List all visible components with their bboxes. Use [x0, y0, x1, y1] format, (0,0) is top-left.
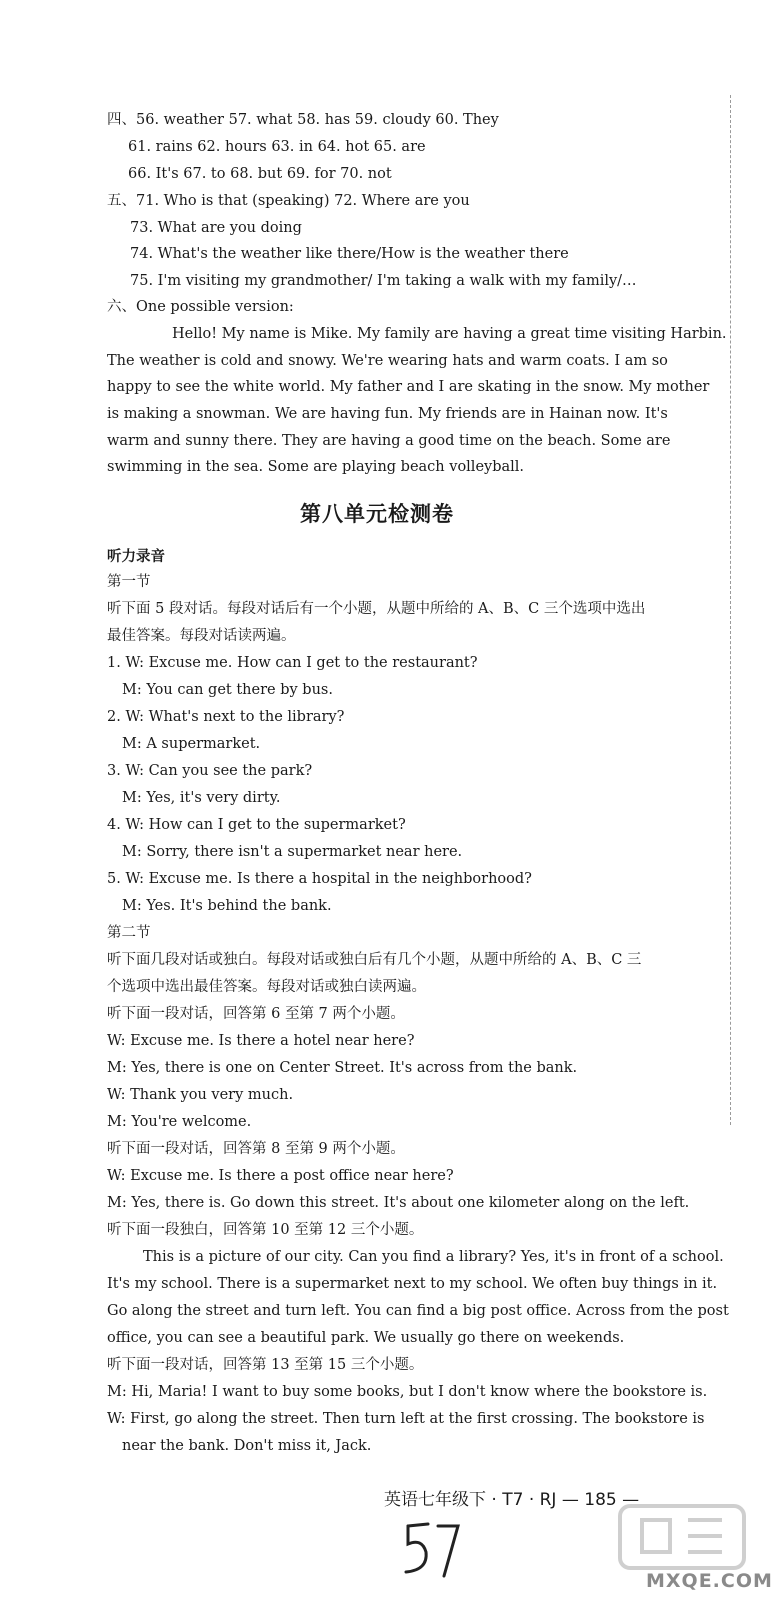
dialog1-woman: 1. W: Excuse me. How can I get to the restaurant? — [107, 655, 478, 671]
conversation3-line1: M: Hi, Maria! I want to buy some books, but I don't know where the bookstore is. — [107, 1384, 708, 1400]
section5-line2: 73. What are you doing — [130, 220, 302, 236]
column-divider — [730, 95, 731, 1125]
section4-line2: 61. rains 62. hours 63. in 64. hot 65. are — [128, 139, 426, 155]
page-footer: 英语七年级下 · T7 · RJ — 185 — — [384, 1490, 640, 1510]
dialog3-woman: 3. W: Can you see the park? — [107, 763, 313, 779]
part2-instruction-line1: 听下面几段对话或独白。每段对话或独白后有几个小题，从题中所给的 A、B、C 三 — [107, 952, 642, 968]
question-8-9-intro: 听下面一段对话，回答第 8 至第 9 两个小题。 — [107, 1141, 405, 1157]
dialog3-man: M: Yes, it's very dirty. — [122, 790, 281, 806]
dialog5-woman: 5. W: Excuse me. Is there a hospital in the neighborhood? — [107, 871, 532, 887]
dialog1-man: M: You can get there by bus. — [122, 682, 333, 698]
monologue-line4: office, you can see a beautiful park. We usually go there on weekends. — [107, 1330, 625, 1346]
conversation3-line3: near the bank. Don't miss it, Jack. — [122, 1438, 372, 1454]
conversation2-line2: M: Yes, there is. Go down this street. It's about one kilometer along on the left. — [107, 1195, 690, 1211]
part1-instruction-line1: 听下面 5 段对话。每段对话后有一个小题，从题中所给的 A、B、C 三个选项中选出 — [107, 601, 646, 617]
dialog2-man: M: A supermarket. — [122, 736, 261, 752]
part2-heading: 第二节 — [107, 925, 151, 941]
section5-line1: 五、71. Who is that (speaking) 72. Where are you — [107, 193, 470, 209]
section4-line3: 66. It's 67. to 68. but 69. for 70. not — [128, 166, 392, 182]
section4-line1: 四、56. weather 57. what 58. has 59. cloudy 60. They — [107, 112, 499, 128]
conversation3-line2: W: First, go along the street. Then turn left at the first crossing. The bookstore is — [107, 1411, 705, 1427]
section6-para-line1: Hello! My name is Mike. My family are having a great time visiting Harbin. — [172, 326, 727, 342]
question-10-12-intro: 听下面一段独白，回答第 10 至第 12 三个小题。 — [107, 1222, 424, 1238]
conversation1-line1: W: Excuse me. Is there a hotel near here? — [107, 1033, 415, 1049]
conversation1-line3: W: Thank you very much. — [107, 1087, 294, 1103]
handwritten-number-mark — [400, 1518, 470, 1578]
monologue-line2: It's my school. There is a supermarket next to my school. We often buy things in it. — [107, 1276, 718, 1292]
conversation1-line4: M: You're welcome. — [107, 1114, 252, 1130]
watermark-text: MXQE.COM — [646, 1570, 773, 1592]
conversation1-line2: M: Yes, there is one on Center Street. It's across from the bank. — [107, 1060, 578, 1076]
monologue-line1: This is a picture of our city. Can you find a library? Yes, it's in front of a school. — [143, 1249, 724, 1265]
dialog4-man: M: Sorry, there isn't a supermarket near here. — [122, 844, 463, 860]
question-13-15-intro: 听下面一段对话，回答第 13 至第 15 三个小题。 — [107, 1357, 424, 1373]
section5-line3: 74. What's the weather like there/How is the weather there — [130, 246, 569, 262]
dialog2-woman: 2. W: What's next to the library? — [107, 709, 345, 725]
dialog5-man: M: Yes. It's behind the bank. — [122, 898, 332, 914]
section6-para-line4: is making a snowman. We are having fun. My friends are in Hainan now. It's — [107, 406, 668, 422]
part1-instruction-line2: 最佳答案。每段对话读两遍。 — [107, 628, 296, 644]
section6-para-line5: warm and sunny there. They are having a good time on the beach. Some are — [107, 433, 671, 449]
question-6-7-intro: 听下面一段对话，回答第 6 至第 7 两个小题。 — [107, 1006, 405, 1022]
conversation2-line1: W: Excuse me. Is there a post office near here? — [107, 1168, 454, 1184]
unit-title: 第八单元检测卷 — [300, 502, 454, 526]
dialog4-woman: 4. W: How can I get to the supermarket? — [107, 817, 406, 833]
listening-heading: 听力录音 — [107, 549, 165, 565]
part1-heading: 第一节 — [107, 574, 151, 590]
section6-para-line3: happy to see the white world. My father and I are skating in the snow. My mother — [107, 379, 710, 395]
section6-para-line2: The weather is cold and snowy. We're wearing hats and warm coats. I am so — [107, 353, 668, 369]
part2-instruction-line2: 个选项中选出最佳答案。每段对话或独白读两遍。 — [107, 979, 426, 995]
section5-line4: 75. I'm visiting my grandmother/ I'm taking a walk with my family/… — [130, 273, 637, 289]
section6-para-line6: swimming in the sea. Some are playing beach volleyball. — [107, 459, 525, 475]
monologue-line3: Go along the street and turn left. You can find a big post office. Across from the post — [107, 1303, 729, 1319]
section6-heading: 六、One possible version: — [107, 299, 294, 315]
